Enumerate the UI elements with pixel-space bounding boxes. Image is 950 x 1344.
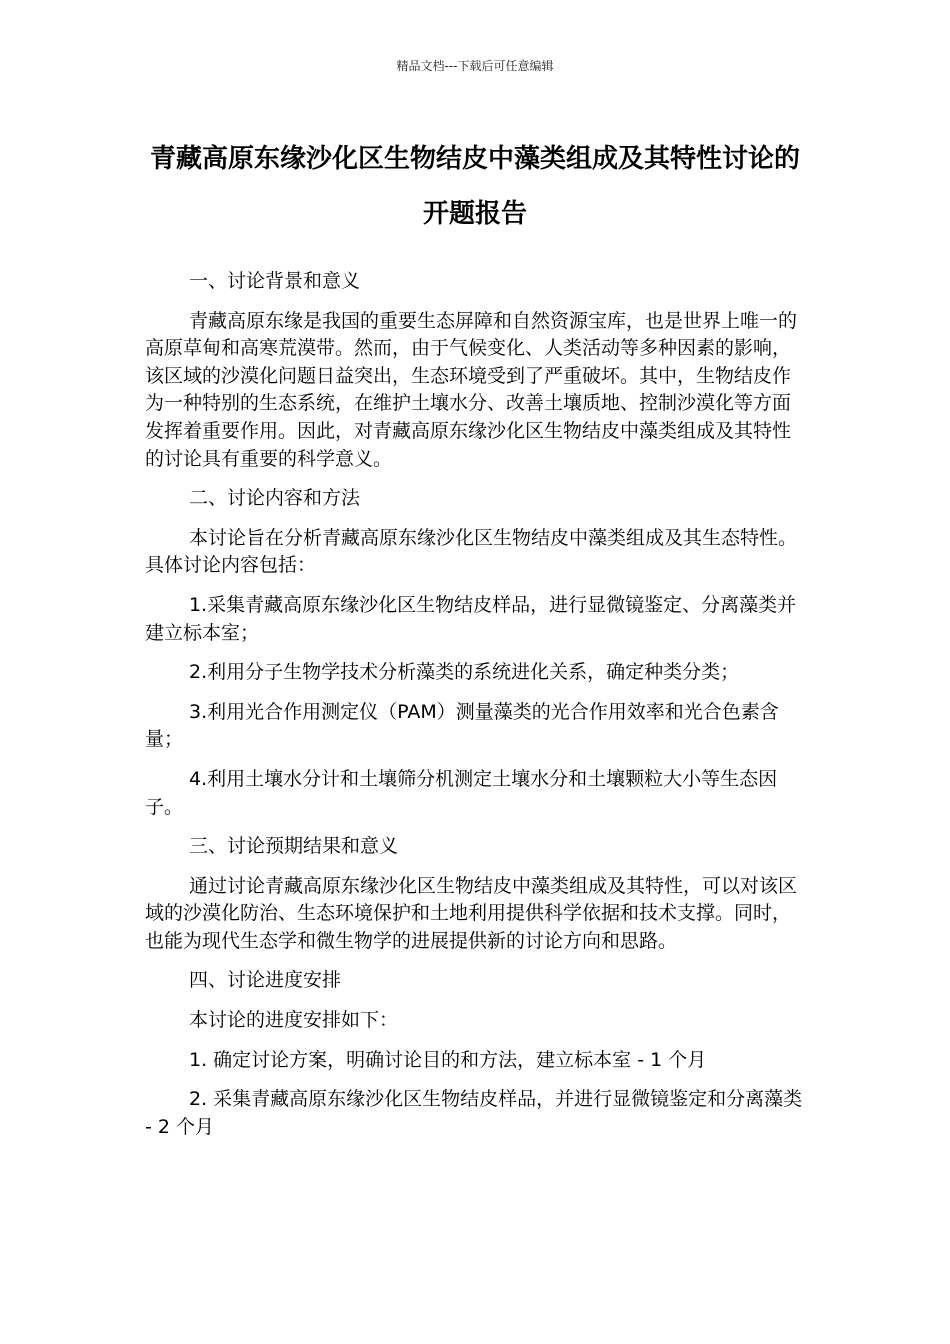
list-item-method-1: 1.采集青藏高原东缘沙化区生物结皮样品，进行显微镜鉴定、分离藻类并建立标本室；	[145, 593, 797, 644]
section-heading-content-methods: 二、讨论内容和方法	[189, 487, 361, 510]
document-title: 青藏高原东缘沙化区生物结皮中藻类组成及其特性讨论的开题报告	[149, 144, 800, 229]
paragraph-expected-results: 通过讨论青藏高原东缘沙化区生物结皮中藻类组成及其特性，可以对该区域的沙漠化防治、生态环境保护和土地利用提供科学依据和技术支撑。同时，也能为现代生态学和微生物学的进展提供新的讨论方向和思路。	[145, 874, 798, 952]
paragraph-schedule-intro: 本讨论的进度安排如下：	[189, 1009, 399, 1032]
document-body	[145, 268, 805, 1153]
list-item-method-2: 2.利用分子生物学技术分析藻类的系统进化关系，确定种类分类；	[189, 661, 740, 684]
section-heading-schedule: 四、讨论进度安排	[189, 969, 342, 992]
list-item-schedule-1: 1. 确定讨论方案，明确讨论目的和方法，建立标本室 - 1 个月	[189, 1048, 707, 1071]
list-item-schedule-2: 2. 采集青藏高原东缘沙化区生物结皮样品，并进行显微镜鉴定和分离藻类 - 2 个月	[145, 1088, 803, 1138]
list-item-method-4: 4.利用土壤水分计和土壤筛分机测定土壤水分和土壤颗粒大小等生态因子。	[145, 767, 778, 818]
paragraph-background: 青藏高原东缘是我国的重要生态屏障和自然资源宝库，也是世界上唯一的高原草甸和高寒荒漠带。然而，由于气候变化、人类活动等多种因素的影响，该区域的沙漠化问题日益突出，生态环境受到了严重破坏。其中，生物结皮作为一种特别的生态系统，在维护土壤水分、改善土壤质地、控制沙漠化等方面发挥着重要作用。因此，对青藏高原东缘沙化区生物结皮中藻类组成及其特性的讨论具有重要的科学意义。	[145, 309, 798, 470]
section-heading-expected-results: 三、讨论预期结果和意义	[189, 835, 399, 858]
section-heading-background: 一、讨论背景和意义	[189, 270, 361, 292]
header-note: 精品文档---下载后可任意编辑	[396, 59, 554, 73]
list-item-method-3: 3.利用光合作用测定仪（PAM）测量藻类的光合作用效率和光合色素含量；	[145, 700, 779, 751]
paragraph-content-intro: 本讨论旨在分析青藏高原东缘沙化区生物结皮中藻类组成及其生态特性。具体讨论内容包括：	[145, 526, 798, 577]
